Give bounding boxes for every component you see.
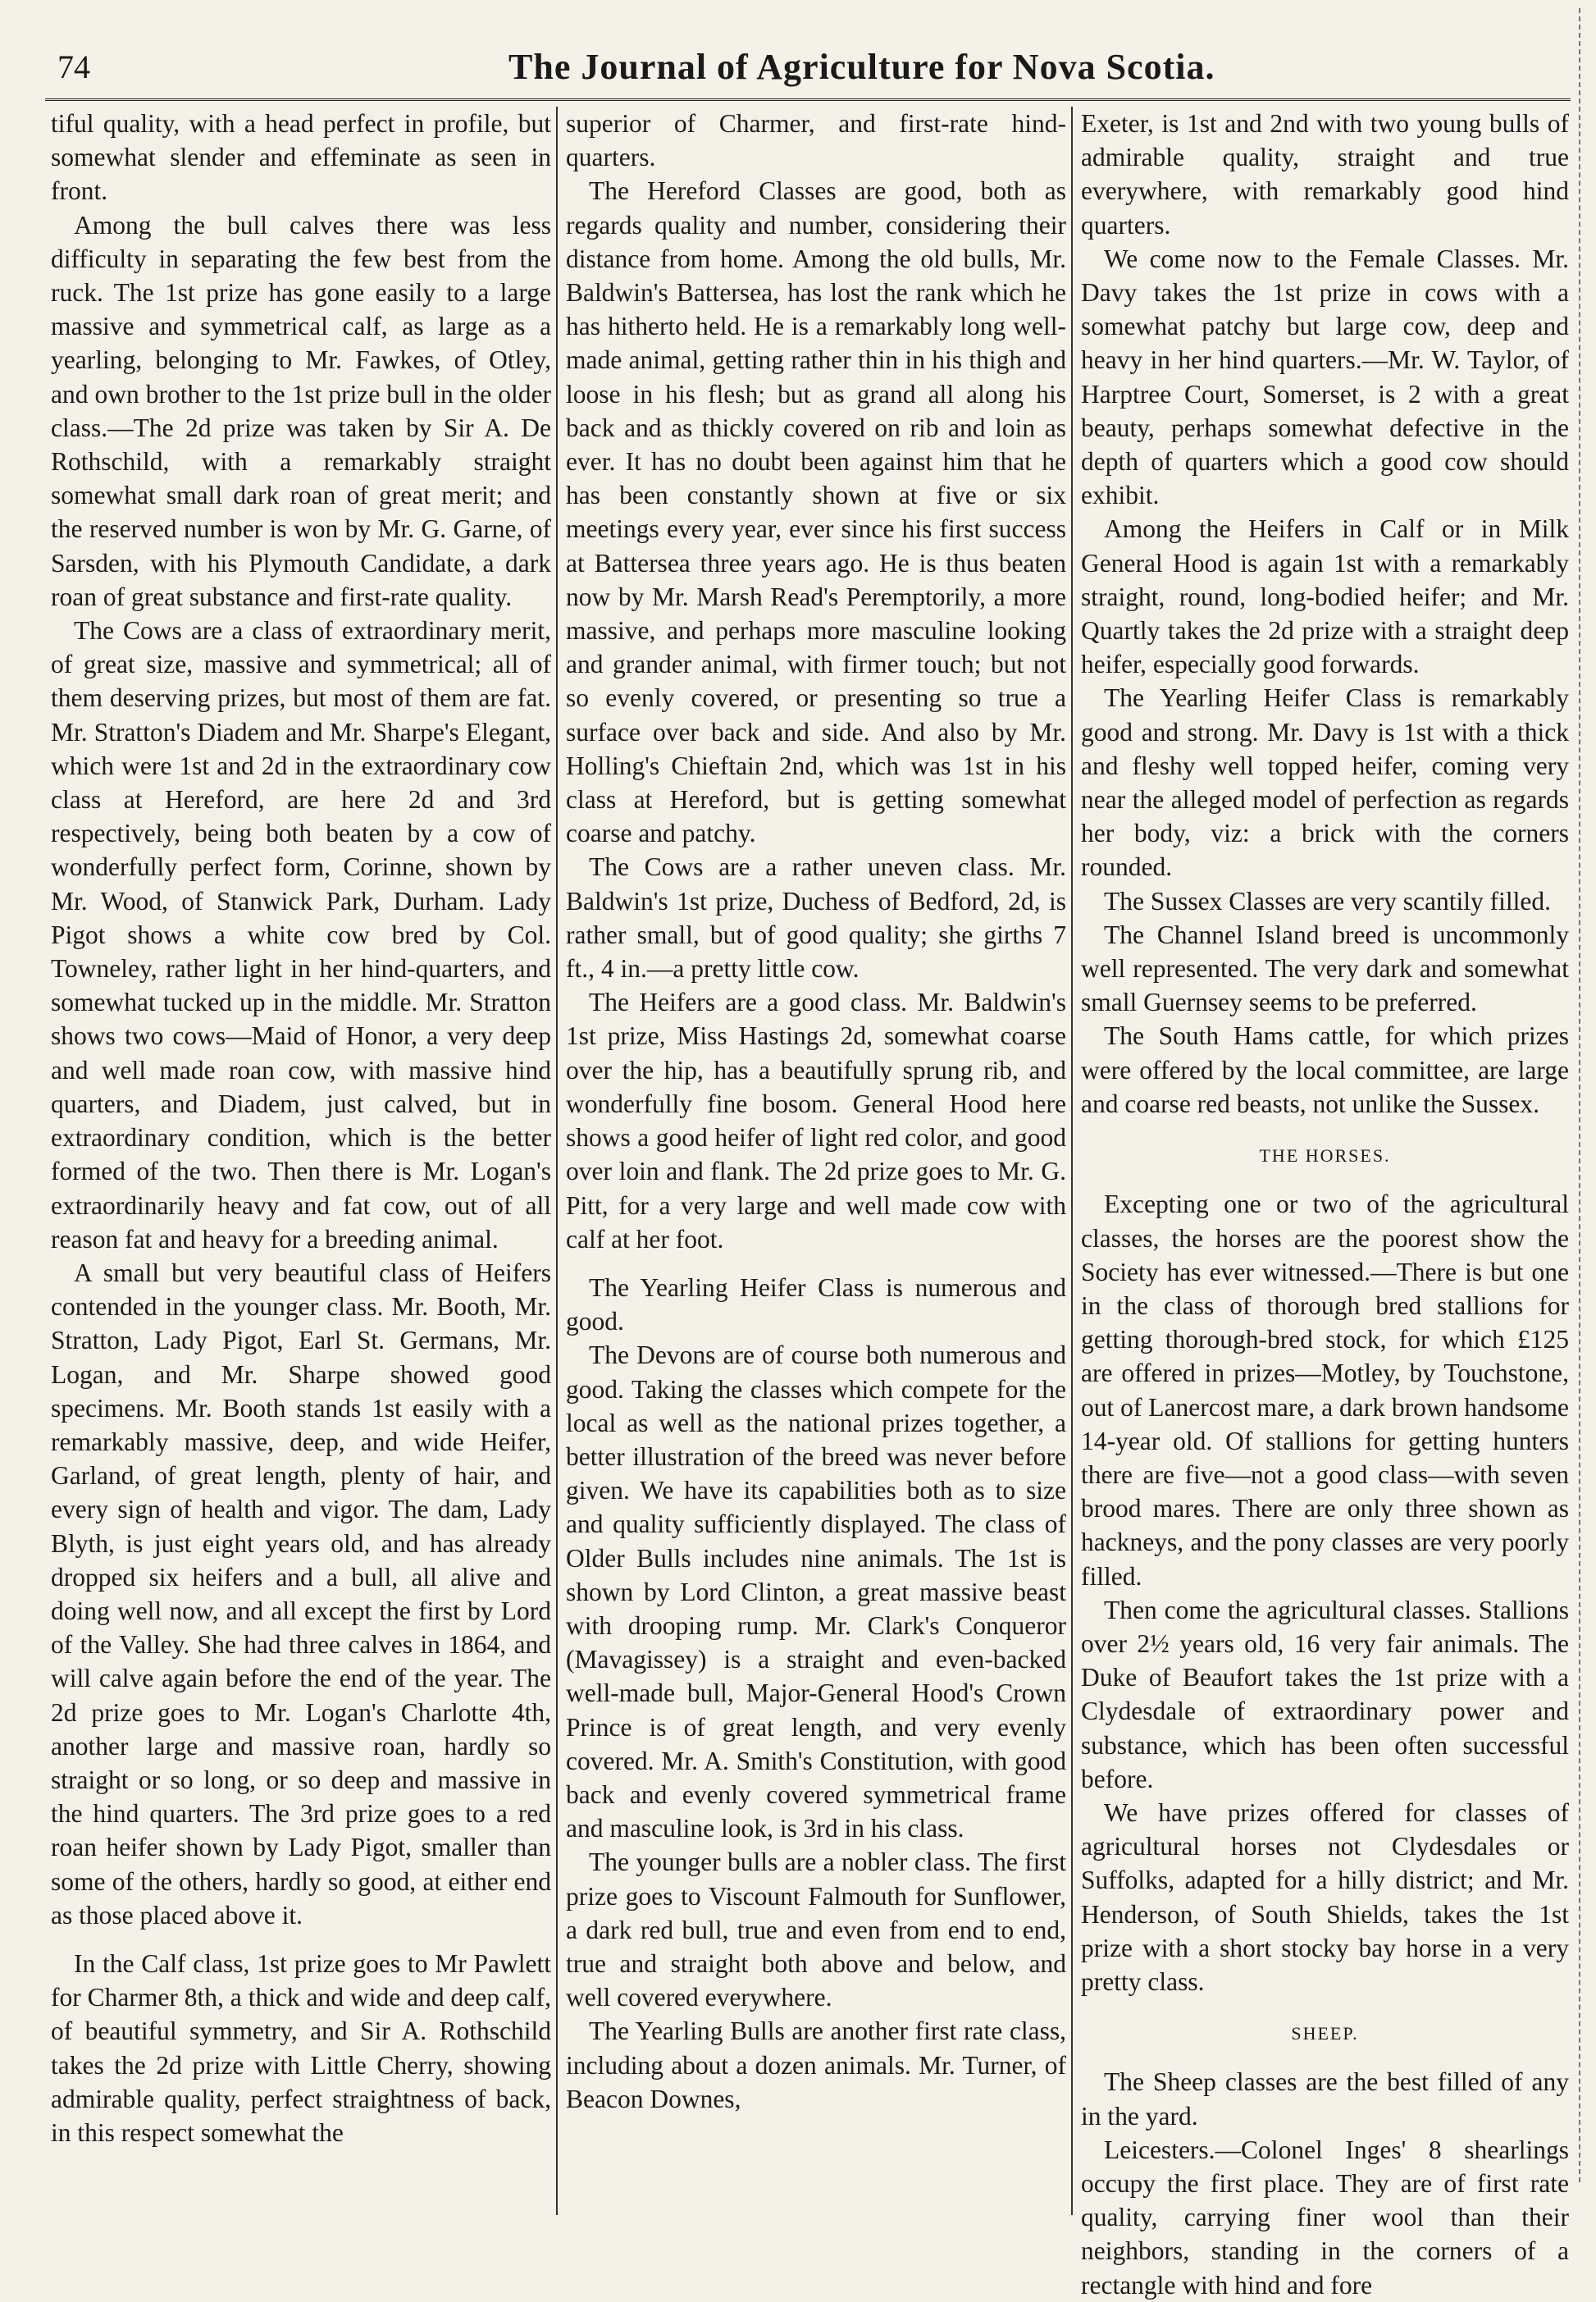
paragraph: The Channel Island breed is uncommonly well represented. The very dark and somewhat small Guernsey seems to be preferred. <box>1081 920 1569 1017</box>
paragraph: The Heifers are a good class. Mr. Baldwin's 1st prize, Miss Hastings 2d, somewhat coarse over the hip, has a beautifully sprung rib, and wonderfully fine bosom. General Hood here shows a good heifer of light red color, and good over loin and flank. The 2d prize goes to Mr. G. Pitt, for a very large and well made cow with calf at her foot. <box>566 988 1066 1254</box>
paragraph: Excepting one or two of the agricultural classes, the horses are the poorest show the Society has ever witnessed.—There is but one in the class of thorough bred stallions for getting thorough-bred stock, for which £125 are offered in prizes—Motley, by Touchstone, out of Lanercost mare, a dark brown handsome 14-year old. Of stallions for getting hunters there are five—not a good class—with seven brood mares. There are only three shown as hackneys, and the pony classes are very poorly filled. <box>1081 1190 1569 1591</box>
text-column-1 <box>51 107 551 2215</box>
journal-title: The Journal of Agriculture for Nova Scotia. <box>508 47 1215 87</box>
paragraph: tiful quality, with a head perfect in profile, but somewhat slender and effeminate as seen in front. <box>51 109 551 206</box>
paragraph: In the Calf class, 1st prize goes to Mr Pawlett for Charmer 8th, a thick and wide and deep calf, of beautiful symmetry, and Sir A. Rothschild takes the 2d prize with Little Cherry, showing admirable quality, perfect straightness of back, in this respect somewhat the <box>51 1948 551 2147</box>
paragraph: The younger bulls are a nobler class. The first prize goes to Viscount Falmouth for Sunflower, a dark red bull, true and even from end to end, true and straight both above and below, and well covered everywhere. <box>566 1848 1066 2012</box>
column-divider <box>1071 107 1073 2215</box>
section-heading: SHEEP. <box>1291 2023 1359 2044</box>
paragraph: The Sussex Classes are very scantily filled. <box>1104 886 1551 916</box>
paragraph: The Yearling Heifer Class is numerous and good. <box>566 1272 1066 1336</box>
text-column-3 <box>1081 107 1569 2300</box>
paragraph: The Cows are a rather uneven class. Mr. Baldwin's 1st prize, Duchess of Bedford, 2d, is rather small, but of good quality; she girths 7 ft., 4 in.—a pretty little cow. <box>566 852 1066 984</box>
paragraph: We come now to the Female Classes. Mr. Davy takes the 1st prize in cows with a somewhat patchy but large cow, deep and heavy in her hind quarters.—Mr. W. Taylor, of Harptree Court, Somerset, is 2 with a great beauty, perhaps somewhat defective in the depth of quarters which a good cow should exhibit. <box>1081 244 1569 510</box>
page-header <box>49 43 1542 100</box>
paragraph: Exeter, is 1st and 2nd with two young bulls of admirable quality, straight and true everywhere, with remarkably good hind quarters. <box>1081 109 1569 240</box>
paragraph: Then come the agricultural classes. Stallions over 2½ years old, 16 very fair animals. The Duke of Beaufort takes the 1st prize with a Clydesdale of extraordinary power and substance, which has been often successful before. <box>1081 1595 1569 1793</box>
paragraph: Among the bull calves there was less difficulty in separating the few best from the ruck. The 1st prize has gone easily to a large massive and symmetrical calf, as large as a yearling, belonging to Mr. Fawkes, of Otley, and own brother to the 1st prize bull in the older class.—The 2d prize was taken by Sir A. De Rothschild, with a remarkably straight somewhat small dark roan of great merit; and the reserved number is won by Mr. G. Garne, of Sarsden, with his Plymouth Candidate, a dark roan of great substance and first-rate quality. <box>51 210 551 611</box>
page-number: 74 <box>57 48 90 85</box>
paragraph: The Hereford Classes are good, both as regards quality and number, considering their distance from home. Among the old bulls, Mr. Baldwin's Battersea, has lost the rank which he has hitherto held. He is a remarkably long well-made animal, getting rather thin in his thigh and loose in his flesh; but as grand all along his back and as thickly covered on rib and loin as ever. It has no doubt been against him that he has been constantly shown at five or six meetings every year, ever since his first success at Battersea three years ago. He is thus beaten now by Mr. Marsh Read's Peremptorily, a more massive, and perhaps more masculine looking and grander animal, with firmer touch; but not so evenly covered, or presenting so true a surface over back and side. And also by Mr. Holling's Chieftain 2nd, which was 1st in his class at Hereford, but is getting somewhat coarse and patchy. <box>566 176 1066 848</box>
column-divider <box>556 107 558 2215</box>
paragraph: The South Hams cattle, for which prizes were offered by the local committee, are large and coarse red beasts, not unlike the Sussex. <box>1081 1021 1569 1118</box>
text-column-2 <box>566 107 1066 2215</box>
paragraph: The Devons are of course both numerous and good. Taking the classes which compete for the local as well as the national prizes together, a better illustration of the breed was never before given. We have its capabilities both as to size and quality sufficiently displayed. The class of Older Bulls includes nine animals. The 1st is shown by Lord Clinton, a great massive beast with drooping rump. Mr. Clark's Conqueror (Mavagissey) is a straight and even-backed well-made bull, Major-General Hood's Crown Prince is of great length, and very evenly covered. Mr. A. Smith's Constitution, with good back and evenly covered symmetrical frame and masculine look, is 3rd in his class. <box>566 1341 1066 1843</box>
paragraph: Leicesters.—Colonel Inges' 8 shearlings occupy the first place. They are of first rate quality, carrying finer wool than their neighbors, standing in the corners of a rectangle with hind and fore <box>1081 2135 1569 2300</box>
paragraph: Among the Heifers in Calf or in Milk General Hood is again 1st with a remarkably straight, round, long-bodied heifer; and Mr. Quartly takes the 2d prize with a straight deep heifer, especially good forwards. <box>1081 514 1569 679</box>
header-rule <box>45 98 1571 101</box>
section-heading: THE HORSES. <box>1259 1145 1391 1167</box>
paragraph: We have prizes offered for classes of agricultural horses not Clydesdales or Suffolks, adapted for a hilly district; and Mr. Henderson, of South Shields, takes the 1st prize with a short stocky bay horse in a very pretty class. <box>1081 1797 1569 1996</box>
paragraph: The Yearling Bulls are another first rate class, including about a dozen animals. Mr. Turner, of Beacon Downes, <box>566 2017 1066 2113</box>
page-edge-perforation <box>1579 8 1580 2182</box>
paragraph: The Cows are a class of extraordinary merit, of great size, massive and symmetrical; all of them deserving prizes, but most of them are fat. Mr. Stratton's Diadem and Mr. Sharpe's Elegant, which were 1st and 2d in the extraordinary cow class at Hereford, are here 2d and 3rd respectively, being both beaten by a cow of wonderfully perfect form, Corinne, shown by Mr. Wood, of Stanwick Park, Durham. Lady Pigot shows a white cow bred by Col. Towneley, rather light in her hind-quarters, and somewhat tucked up in the middle. Mr. Stratton shows two cows—Maid of Honor, a very deep and well made roan cow, with massive hind quarters, and Diadem, just calved, but in extraordinary condition, which is the better formed of the two. Then there is Mr. Logan's extraordinarily heavy and fat cow, out of all reason fat and heavy for a breeding animal. <box>51 616 551 1254</box>
paragraph: The Sheep classes are the best filled of any in the yard. <box>1081 2067 1569 2131</box>
paragraph: A small but very beautiful class of Heifers contended in the younger class. Mr. Booth, Mr. Stratton, Lady Pigot, Earl St. Germans, Mr. Logan, and Mr. Sharpe showed good specimens. Mr. Booth stands 1st easily with a remarkably massive, deep, and wide Heifer, Garland, of great length, plenty of hair, and every sign of health and vigor. The dam, Lady Blyth, is just eight years old, and has already dropped six heifers and a bull, all alive and doing well now, and all except the first by Lord of the Valley. She had three calves in 1864, and will calve again before the end of the year. The 2d prize goes to Mr. Logan's Charlotte 4th, another large and massive roan, hardly so straight or so long, or so deep and massive in the hind quarters. The 3rd prize goes to a red roan heifer shown by Lady Pigot, smaller than some of the others, hardly so good, at either end as those placed above it. <box>51 1258 551 1930</box>
paragraph: superior of Charmer, and first-rate hind-quarters. <box>566 109 1066 172</box>
paragraph: The Yearling Heifer Class is remarkably good and strong. Mr. Davy is 1st with a thick and fleshy well topped heifer, coming very near the alleged model of perfection as regards her body, viz: a brick with the corners rounded. <box>1081 683 1569 882</box>
